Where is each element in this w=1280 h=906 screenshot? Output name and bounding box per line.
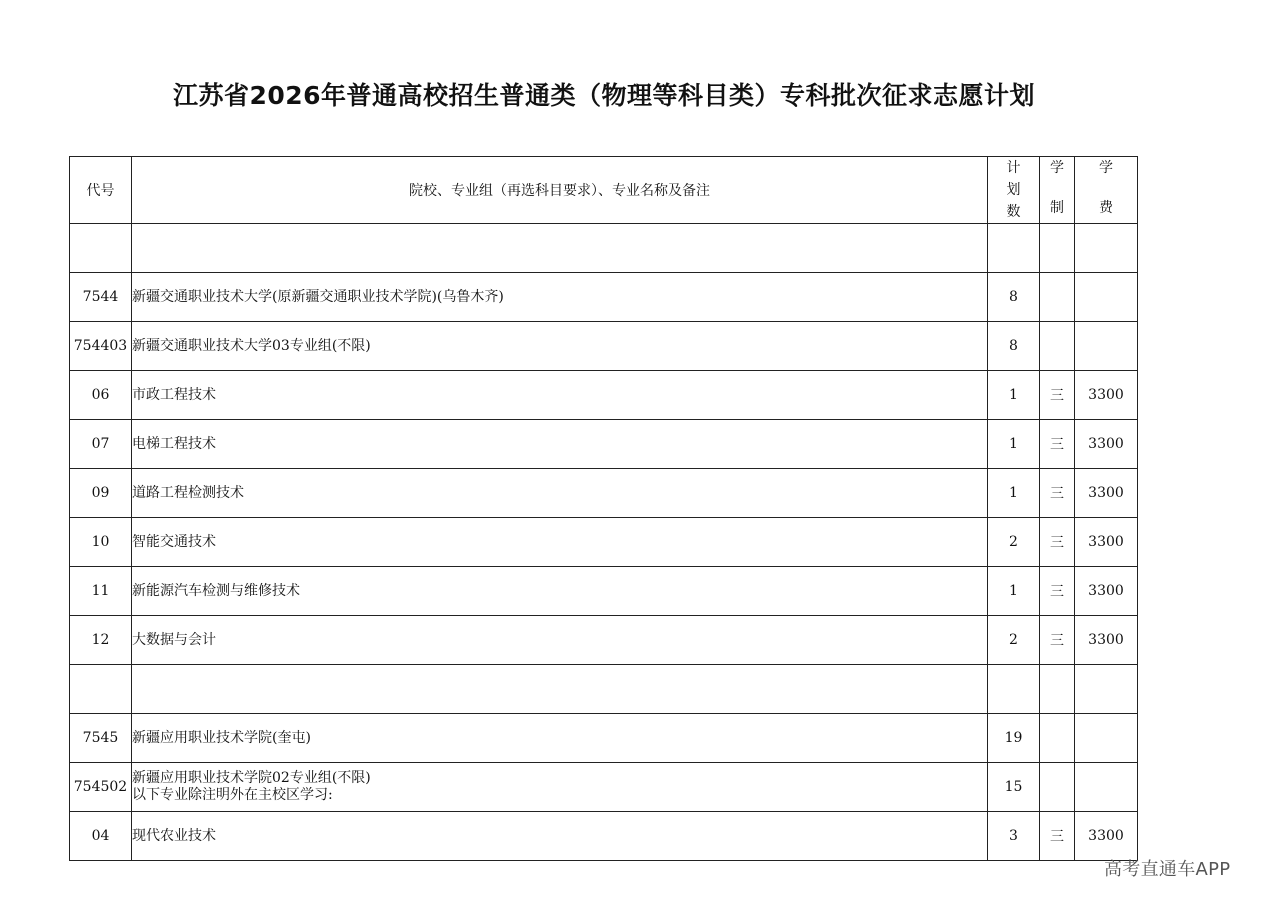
- table-row: [70, 371, 1138, 420]
- row-duration: [1040, 224, 1075, 273]
- row-code: [70, 224, 132, 273]
- table-row: [70, 469, 1138, 518]
- header-plan-char: 划: [1006, 182, 1021, 198]
- row-name: [132, 371, 988, 420]
- row-name-text: 电梯工程技术: [132, 435, 216, 452]
- row-fee: 3300: [1075, 420, 1138, 469]
- row-fee: [1075, 273, 1138, 322]
- row-fee: 3300: [1075, 616, 1138, 665]
- row-plan-count: 1: [988, 469, 1040, 518]
- row-name-text: 道路工程检测技术: [132, 484, 244, 501]
- row-name-text: 新疆交通职业技术大学(原新疆交通职业技术学院)(乌鲁木齐): [132, 288, 504, 305]
- row-duration: 三: [1040, 518, 1075, 567]
- row-plan-count: 1: [988, 567, 1040, 616]
- row-name-text: 市政工程技术: [132, 386, 216, 403]
- page-title: 江苏省2026年普通高校招生普通类（物理等科目类）专科批次征求志愿计划: [172, 81, 1036, 110]
- row-name-text: 现代农业技术: [132, 827, 216, 844]
- row-fee: 3300: [1075, 567, 1138, 616]
- row-code: 10: [70, 518, 132, 567]
- row-name: [132, 812, 988, 861]
- row-duration: 三: [1040, 469, 1075, 518]
- table-row: [70, 420, 1138, 469]
- header-duration: [1040, 157, 1075, 224]
- row-name: [132, 420, 988, 469]
- plan-table: [69, 156, 1138, 861]
- plan-table-body: [70, 224, 1138, 861]
- row-duration: 三: [1040, 616, 1075, 665]
- header-plan-char: 计: [1006, 160, 1021, 176]
- table-row: [70, 763, 1138, 812]
- watermark: 高考直通车APP: [1104, 859, 1231, 880]
- row-plan-count: 1: [988, 371, 1040, 420]
- row-name: [132, 469, 988, 518]
- table-row: [70, 322, 1138, 371]
- row-code: 12: [70, 616, 132, 665]
- table-row: [70, 518, 1138, 567]
- row-duration: [1040, 273, 1075, 322]
- row-plan-count: 8: [988, 322, 1040, 371]
- row-name-text: 新疆应用职业技术学院02专业组(不限): [132, 770, 371, 786]
- row-plan-count: [988, 224, 1040, 273]
- row-duration: 三: [1040, 812, 1075, 861]
- header-plan-char: 数: [1006, 204, 1021, 220]
- row-name: [132, 518, 988, 567]
- row-code: 7544: [70, 273, 132, 322]
- row-name-text: 新疆应用职业技术学院(奎屯): [132, 729, 311, 746]
- row-plan-count: [988, 665, 1040, 714]
- row-fee: 3300: [1075, 518, 1138, 567]
- row-name: [132, 273, 988, 322]
- table-row: [70, 714, 1138, 763]
- row-plan-count: 2: [988, 518, 1040, 567]
- row-plan-count: 19: [988, 714, 1040, 763]
- row-fee: [1075, 714, 1138, 763]
- row-code: 07: [70, 420, 132, 469]
- row-name-text: 新疆交通职业技术大学03专业组(不限): [132, 337, 371, 354]
- row-duration: [1040, 665, 1075, 714]
- row-fee: 3300: [1075, 371, 1138, 420]
- row-name: [132, 322, 988, 371]
- row-name-text: 新能源汽车检测与维修技术: [132, 582, 300, 599]
- row-name: [132, 665, 988, 714]
- row-fee: [1075, 322, 1138, 371]
- header-plan: [988, 157, 1040, 224]
- row-code: 7545: [70, 714, 132, 763]
- row-plan-count: 2: [988, 616, 1040, 665]
- header-name: 院校、专业组（再选科目要求）、专业名称及备注: [132, 157, 988, 224]
- row-duration: [1040, 763, 1075, 812]
- table-row: [70, 224, 1138, 273]
- row-plan-count: 15: [988, 763, 1040, 812]
- row-code: [70, 665, 132, 714]
- row-plan-count: 8: [988, 273, 1040, 322]
- row-code: 09: [70, 469, 132, 518]
- row-name: [132, 616, 988, 665]
- row-duration: [1040, 714, 1075, 763]
- row-note: 以下专业除注明外在主校区学习:: [132, 787, 333, 803]
- row-name: [132, 567, 988, 616]
- row-fee: 3300: [1075, 812, 1138, 861]
- table-row: [70, 567, 1138, 616]
- row-plan-count: 3: [988, 812, 1040, 861]
- row-code: 06: [70, 371, 132, 420]
- table-row: [70, 812, 1138, 861]
- row-name: [132, 763, 988, 812]
- row-fee: [1075, 763, 1138, 812]
- header-fee-char: 学: [1099, 160, 1113, 176]
- row-fee: [1075, 665, 1138, 714]
- row-code: 04: [70, 812, 132, 861]
- row-plan-count: 1: [988, 420, 1040, 469]
- header-duration-char: 学: [1050, 160, 1064, 176]
- row-duration: 三: [1040, 567, 1075, 616]
- row-duration: 三: [1040, 371, 1075, 420]
- header-fee: [1075, 157, 1138, 224]
- row-duration: 三: [1040, 420, 1075, 469]
- row-code: 754403: [70, 322, 132, 371]
- row-duration: [1040, 322, 1075, 371]
- table-row: [70, 665, 1138, 714]
- row-code: 11: [70, 567, 132, 616]
- table-header-row: [70, 157, 1138, 224]
- row-code: 754502: [70, 763, 132, 812]
- row-name-text: 大数据与会计: [132, 631, 216, 648]
- row-name: [132, 714, 988, 763]
- header-fee-char: 费: [1099, 200, 1113, 216]
- row-name-text: 智能交通技术: [132, 533, 216, 550]
- row-fee: [1075, 224, 1138, 273]
- header-duration-char: 制: [1050, 200, 1064, 216]
- table-row: [70, 273, 1138, 322]
- row-fee: 3300: [1075, 469, 1138, 518]
- table-row: [70, 616, 1138, 665]
- header-code: 代号: [70, 157, 132, 224]
- row-name: [132, 224, 988, 273]
